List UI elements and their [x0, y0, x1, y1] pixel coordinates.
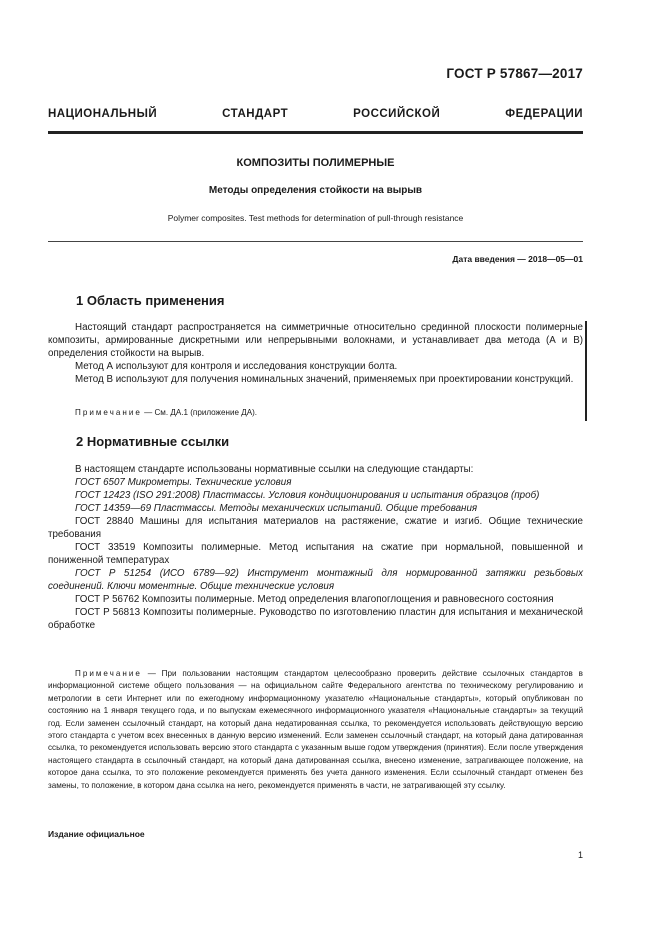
paragraph: Настоящий стандарт распространяется на симметричные относительно срединной плоскости полимерные композиты, армированные дискретными или непрерывными волокнами, и устанавливает два метода (А и В) определения стойкости на вырыв.	[48, 322, 583, 359]
section-2-note	[48, 668, 583, 792]
paragraph: Метод В используют для получения номинальных значений, применяемых при проектировании конструкций.	[75, 374, 574, 385]
edition-label: Издание официальное	[48, 829, 145, 839]
note-text: — См. ДА.1 (приложение ДА).	[141, 408, 258, 417]
section-2-body	[48, 463, 583, 632]
section-1-body	[48, 321, 583, 386]
reference-item: ГОСТ Р 56813 Композиты полимерные. Руководство по изготовлению пластин для испытания и механической обработке	[48, 607, 583, 631]
national-standard-banner: НАЦИОНАЛЬНЫЙ СТАНДАРТ РОССИЙСКОЙ ФЕДЕРАЦИИ	[48, 108, 583, 120]
title-rule	[48, 241, 583, 242]
section-2-heading: 2 Нормативные ссылки	[76, 434, 230, 449]
paragraph: В настоящем стандарте использованы нормативные ссылки на следующие стандарты:	[75, 464, 474, 475]
reference-item: ГОСТ 14359—69 Пластмассы. Методы механических испытаний. Общие требования	[75, 503, 478, 514]
note-label: Примечание	[75, 408, 142, 417]
change-bar	[585, 321, 587, 421]
reference-item: ГОСТ 28840 Машины для испытания материалов на растяжение, сжатие и изгиб. Общие технические требования	[48, 516, 583, 540]
reference-item: ГОСТ Р 51254 (ИСО 6789—92) Инструмент монтажный для нормированной затяжки резьбовых соединений. Ключи моментные. Общие технические условия	[48, 568, 583, 592]
document-title: КОМПОЗИТЫ ПОЛИМЕРНЫЕ	[236, 157, 395, 169]
reference-item: ГОСТ Р 56762 Композиты полимерные. Метод определения влагопоглощения и равновесного состояния	[75, 594, 554, 605]
note-text: — При пользовании настоящим стандартом целесообразно проверить действие ссылочных стандартов в информационной системе общего пользования — на официальном сайте Федерального агентства по техническому регулированию и метрологии в сети Интернет или по ежегодному информационному указателю «Национальные стандарты», который опубликован по состоянию на 1 января текущего года, и по выпускам ежемесячного информационного указателя «Национальные стандарты» за текущий год. Если заменен ссылочный стандарт, на который дана недатированная ссылка, то рекомендуется использовать действующую версию этого стандарта с учетом всех внесенных в данную версию изменений. Если заменен ссылочный стандарт, на который дана датированная ссылка, то рекомендуется использовать версию этого стандарта с указанным выше годом утверждения (принятия). Если после утверждения настоящего стандарта в ссылочный стандарт, на который дана датированная ссылка, внесено изменение, затрагивающее положение, на которое дана ссылка, то это положение рекомендуется применять без учета данного изменения. Если ссылочный стандарт отменен без замены, то положение, в котором дана ссылка на него, рекомендуется применять в части, не затрагивающей эту ссылку.	[48, 669, 583, 790]
document-subtitle: Методы определения стойкости на вырыв	[208, 185, 423, 196]
section-1-heading: 1 Область применения	[76, 293, 225, 308]
reference-item: ГОСТ 12423 (ISO 291:2008) Пластмассы. Условия кондиционирования и испытания образцов (проб)	[75, 490, 540, 501]
paragraph: Метод А используют для контроля и исследования конструкции болта.	[75, 361, 398, 372]
header-rule	[48, 131, 583, 134]
note-label: Примечание	[75, 669, 142, 678]
introduction-date: Дата введения — 2018—05—01	[452, 254, 583, 264]
document-code: ГОСТ Р 57867—2017	[446, 66, 583, 81]
section-1-note	[48, 407, 583, 419]
reference-item: ГОСТ 6507 Микрометры. Технические условия	[75, 477, 292, 488]
english-title: Polymer composites. Test methods for determination of pull-through resistance	[167, 213, 464, 223]
page-number: 1	[577, 850, 583, 860]
reference-item: ГОСТ 33519 Композиты полимерные. Метод испытания на сжатие при нормальной, повышенной и пониженной температурах	[48, 542, 583, 566]
